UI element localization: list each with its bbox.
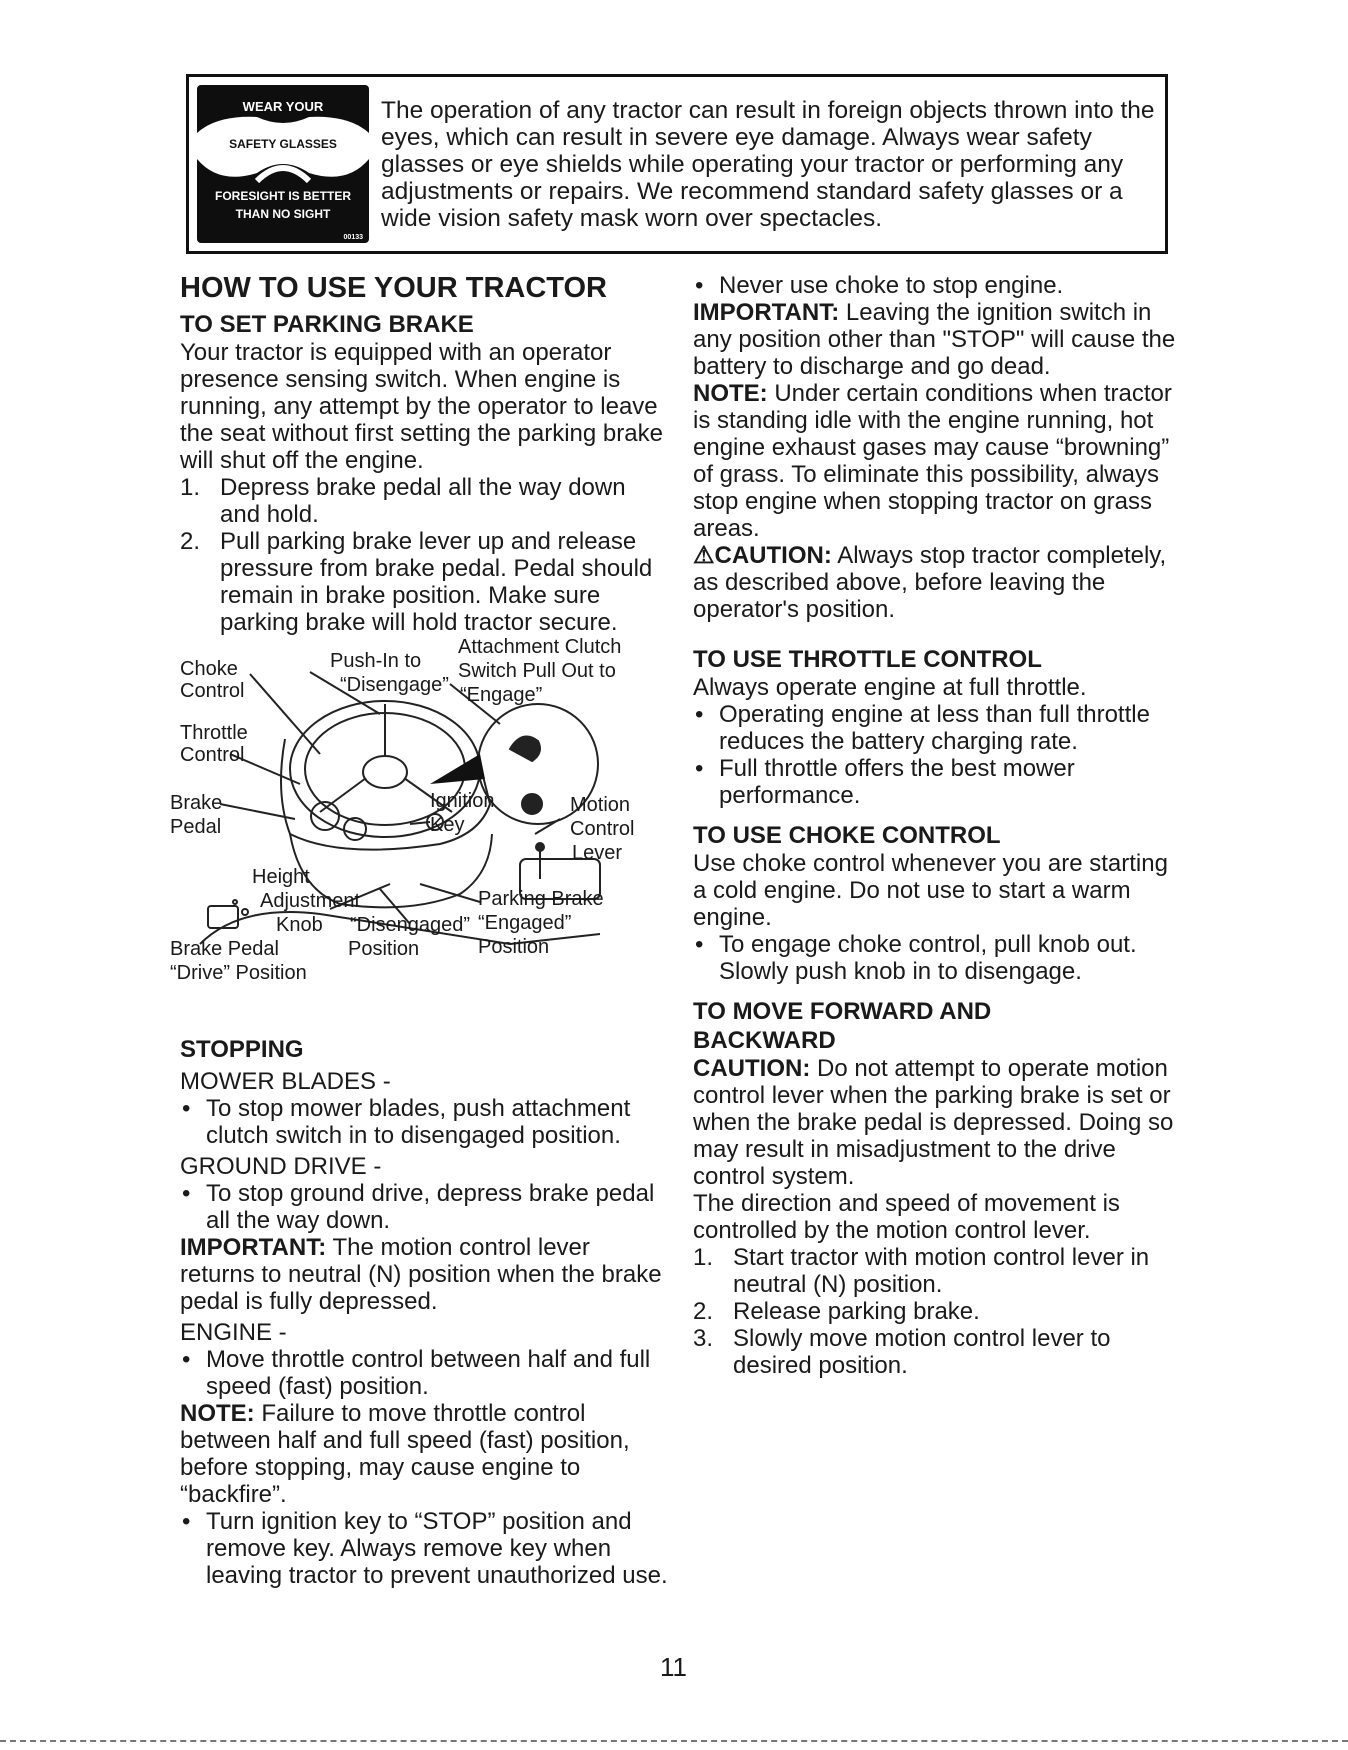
page-title: HOW TO USE YOUR TRACTOR [180, 272, 607, 304]
label-motion: Motion [570, 794, 631, 816]
label-key: Key [430, 814, 465, 836]
label-ignition: Ignition [430, 790, 495, 812]
label-attachment-clutch: Attachment Clutch [458, 636, 622, 658]
choke-bullets [693, 272, 1181, 299]
right-column [693, 272, 1181, 1379]
label-knob: Knob [276, 914, 323, 936]
label-throttle-control: Control [180, 744, 245, 766]
label-switch-pull-out: Switch Pull Out to [458, 660, 616, 682]
label-choke: Choke [180, 658, 238, 680]
list-item: • Move throttle control between half and full speed (fast) position. [182, 1346, 651, 1400]
move-intro: The direction and speed of movement is controlled by the motion control lever. [693, 1190, 1120, 1244]
label-engage: “Engage” [460, 684, 543, 706]
list-item: • Never use choke to stop engine. [695, 272, 1064, 299]
list-item: 2. Pull parking brake lever up and release pressure from brake pedal. Pedal should remain in brake position. Make sure parking brake will hold tractor secure. [180, 528, 653, 636]
choke-intro: Use choke control whenever you are starting a cold engine. Do not use to start a warm engine. [693, 850, 1168, 931]
parking-brake-intro: Your tractor is equipped with an operator presence sensing switch. When engine is running, any attempt by the operator to leave the seat without first setting the parking brake will shut off the engine. [180, 339, 663, 474]
engine-bullets [180, 1346, 670, 1400]
ground-bullets [180, 1180, 670, 1234]
page-number: 11 [660, 1652, 687, 1682]
badge-line-1: WEAR YOUR [242, 99, 324, 114]
label-push-in: Push-In to [330, 650, 422, 672]
parking-brake-heading: TO SET PARKING BRAKE [180, 311, 474, 338]
list-item: • To stop ground drive, depress brake pedal all the way down. [182, 1180, 655, 1234]
caution-icon: ⚠ [693, 542, 715, 569]
list-item: • Turn ignition key to “STOP” position and remove key. Always remove key when leaving tractor to prevent unauthorized use. [182, 1508, 668, 1589]
list-item: 2. Release parking brake. [693, 1298, 980, 1325]
note-paragraph: NOTE: Failure to move throttle control between half and full speed (fast) position, before stopping, may cause engine to “backfire”. [180, 1400, 630, 1508]
label-engaged: “Engaged” [478, 912, 572, 934]
throttle-heading: TO USE THROTTLE CONTROL [693, 646, 1042, 673]
bottom-divider [0, 1740, 1348, 1742]
list-item: • Operating engine at less than full throttle reduces the battery charging rate. [695, 701, 1150, 755]
throttle-bullets [693, 701, 1181, 809]
engine-heading: ENGINE - [180, 1319, 287, 1346]
label-choke-control: Control [180, 680, 245, 702]
parking-brake-steps [180, 474, 670, 636]
label-throttle: Throttle [180, 722, 248, 744]
safety-glasses-badge [197, 85, 369, 243]
move-caution-paragraph: CAUTION: Do not attempt to operate motion control lever when the parking brake is set or when the brake pedal is depressed. Doing so may result in misadjustment to the drive control system. [693, 1055, 1174, 1190]
badge-line-4: THAN NO SIGHT [235, 207, 331, 221]
badge-line-3: FORESIGHT IS BETTER [214, 189, 351, 203]
choke-heading: TO USE CHOKE CONTROL [693, 822, 1001, 849]
move-steps [693, 1244, 1181, 1379]
list-item: • To engage choke control, pull knob out. Slowly push knob in to disengage. [695, 931, 1137, 985]
label-lever: Lever [572, 842, 623, 864]
key-bullets [180, 1508, 670, 1589]
move-heading: TO MOVE FORWARD AND BACKWARD [693, 998, 992, 1054]
important-paragraph: IMPORTANT: The motion control lever returns to neutral (N) position when the brake pedal is fully depressed. [180, 1234, 662, 1315]
badge-line-2: SAFETY GLASSES [229, 137, 337, 151]
label-motion-control: Control [570, 818, 635, 840]
label-disengaged: “Disengaged” [350, 914, 471, 936]
mower-bullets [180, 1095, 670, 1149]
list-item: 1. Start tractor with motion control lever in neutral (N) position. [693, 1244, 1150, 1298]
label-pedal: Pedal [170, 816, 222, 838]
label-brake: Brake [170, 792, 223, 814]
label-drive-position: “Drive” Position [170, 962, 307, 984]
list-item: 3. Slowly move motion control lever to desired position. [693, 1325, 1111, 1379]
important-paragraph: IMPORTANT: Leaving the ignition switch in any position other than "STOP" will cause the battery to discharge and go dead. [693, 299, 1176, 380]
label-parking-brake: Parking Brake [478, 888, 604, 910]
ground-drive-heading: GROUND DRIVE - [180, 1153, 382, 1180]
note-paragraph: NOTE: Under certain conditions when tractor is standing idle with the engine running, hot engine exhaust gases may cause “browning” of grass. To eliminate this possibility, always stop engine when stopping tractor on grass areas. [693, 380, 1172, 542]
label-brake-pedal: Brake Pedal [170, 938, 279, 960]
label-height: Height [252, 866, 310, 888]
label-engaged-position: Position [478, 936, 550, 958]
list-item: • To stop mower blades, push attachment clutch switch in to disengaged position. [182, 1095, 631, 1149]
throttle-intro: Always operate engine at full throttle. [693, 674, 1087, 701]
left-column [170, 272, 670, 1589]
label-disengaged-position: Position [348, 938, 420, 960]
list-item: 1. Depress brake pedal all the way down and hold. [180, 474, 626, 528]
safety-warning-box [186, 74, 1168, 254]
mower-blades-heading: MOWER BLADES - [180, 1068, 391, 1095]
badge-code: 00133 [343, 234, 363, 241]
label-adjustment: Adjustment [260, 890, 361, 912]
choke-control-bullets [693, 931, 1181, 985]
warning-text: The operation of any tractor can result in foreign objects thrown into the eyes, which can result in severe eye damage. Always wear safety glasses or eye shields while operating your tractor or performing any adjustments or repairs. We recommend standard safety glasses or a wide vision safety mask worn over spectacles. [381, 97, 1155, 232]
stopping-heading: STOPPING [180, 1036, 304, 1063]
list-item: • Full throttle offers the best mower performance. [695, 755, 1075, 809]
caution-paragraph: ⚠CAUTION: Always stop tractor completely, as described above, before leaving the operator's position. [693, 542, 1167, 623]
tractor-controls-diagram [170, 636, 660, 1029]
label-disengage: “Disengage” [340, 674, 449, 696]
